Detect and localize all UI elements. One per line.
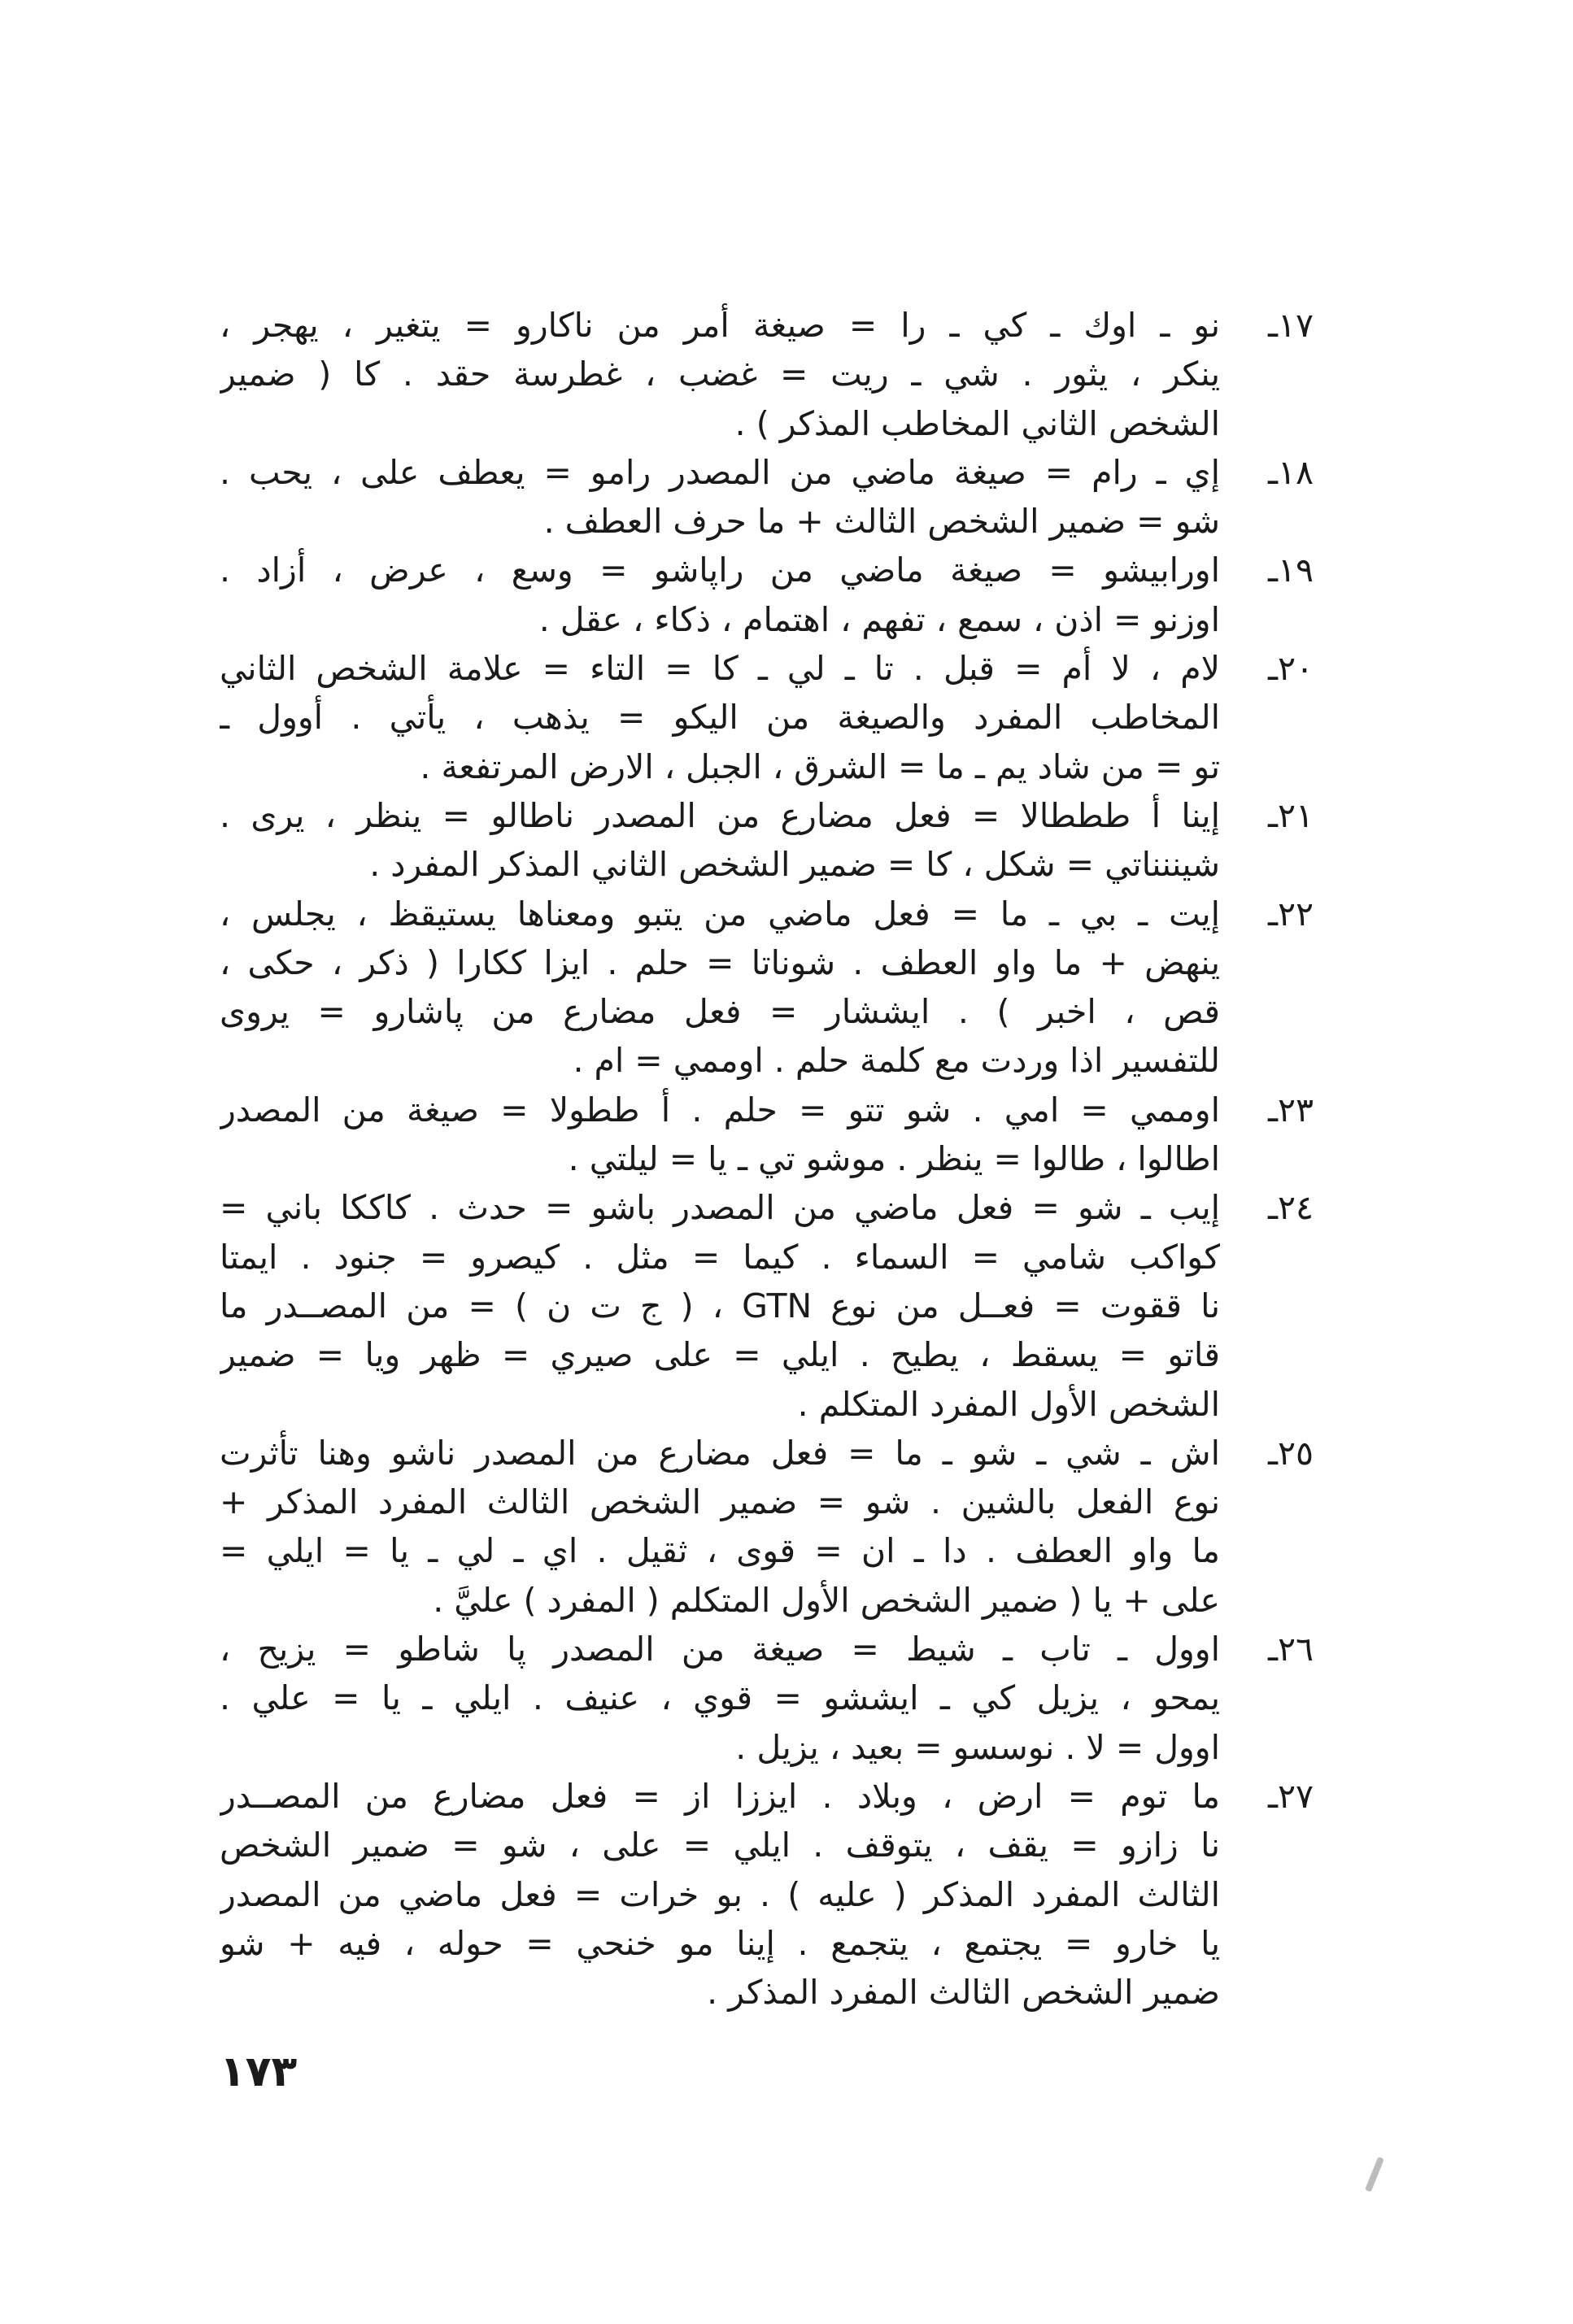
text-line: ينهض + ما واو العطف . شوناتا = حلم . ايزا ككارا ( ذكر ، حكى ،: [220, 942, 1220, 982]
text-line: ينكر ، يثور . شي ـ ريت = غضب ، غطرسة حقد . كا ( ضمير: [220, 355, 1220, 394]
glossary-entries: [220, 301, 1314, 2017]
glossary-entry: [220, 1429, 1314, 1625]
text-line: يمحو ، يزيل كي ـ ايششو = قوي ، عنيف . ايلي ـ يا = علي .: [220, 1678, 1220, 1718]
glossary-entry: [220, 546, 1314, 644]
text-line: الثالث المفرد المذكر ( عليه ) . بو خرات = فعل ماضي من المصدر: [220, 1874, 1220, 1914]
text-line: إي ـ رام = صيغة ماضي من المصدر رامو = يعطف على ، يحب .: [220, 452, 1220, 492]
entry-number: ٢٤ـ: [1267, 1188, 1314, 1228]
entry-text: [220, 1183, 1220, 1428]
text-line: نو ـ اوك ـ كي ـ را = صيغة أمر من ناكارو = يتغير ، يهجر ،: [220, 306, 1220, 345]
text-line: نا زازو = يقف ، يتوقف . ايلي = على ، شو = ضمير الشخص: [220, 1826, 1220, 1865]
text-line: اوول = لا . نوسسو = بعيد ، يزيل .: [735, 1727, 1220, 1767]
entry-number: ٢٣ـ: [1267, 1090, 1314, 1129]
text-line: تو = من شاد يم ـ ما = الشرق ، الجبل ، الارض المرتفعة .: [420, 746, 1220, 786]
entry-number: ٢٢ـ: [1267, 894, 1314, 934]
text-line: يا خارو = يجتمع ، يتجمع . إينا مو خنحي = حوله ، فيه + شو: [220, 1923, 1220, 1963]
glossary-entry: [220, 448, 1314, 546]
text-line: اوزنو = اذن ، سمع ، تفهم ، اهتمام ، ذكاء ، عقل .: [538, 599, 1220, 639]
text-line: إينا أ طططالا = فعل مضارع من المصدر ناطالو = ينظر ، يرى .: [220, 795, 1220, 835]
text-line: المخاطب المفرد والصيغة من اليكو = يذهب ، يأتي . أوول ـ: [220, 698, 1220, 738]
entry-text: [220, 791, 1220, 890]
glossary-entry: [220, 1183, 1314, 1428]
text-line: شيننناتي = شكل ، كا = ضمير الشخص الثاني المذكر المفرد .: [369, 845, 1220, 885]
text-line: ما واو العطف . دا ـ ان = قوى ، ثقيل . اي ـ لي ـ يا = ايلي =: [220, 1531, 1220, 1571]
entry-text: [220, 1429, 1220, 1625]
entry-text: [220, 890, 1220, 1086]
text-line: قص ، اخبر ) . ايششار = فعل مضارع من پاشارو = يروى: [220, 992, 1220, 1032]
entry-text: [220, 1625, 1220, 1772]
entry-number: ١٧ـ: [1267, 306, 1314, 345]
text-line: اش ـ شي ـ شو ـ ما = فعل مضارع من المصدر ناشو وهنا تأثرت: [220, 1433, 1220, 1473]
text-line: لام ، لا أم = قبل . تا ـ لي ـ كا = التاء = علامة الشخص الثاني: [220, 649, 1220, 689]
glossary-entry: [220, 890, 1314, 1086]
glossary-entry: [220, 1625, 1314, 1772]
entry-number: ١٨ـ: [1267, 452, 1314, 492]
text-line: الشخص الأول المفرد المتكلم .: [797, 1384, 1220, 1424]
text-line: اورابيشو = صيغة ماضي من راپاشو = وسع ، عرض ، أزاد .: [220, 551, 1220, 590]
entry-text: [220, 301, 1220, 448]
entry-text: [220, 1772, 1220, 2017]
text-line: قاتو = يسقط ، يطيح . ايلي = على صيري = ظهر ويا = ضمير: [220, 1335, 1220, 1375]
entry-number: ٢٦ـ: [1267, 1630, 1314, 1669]
text-line: كواكب شامي = السماء . كيما = مثل . كيصرو = جنود . ايمتا: [220, 1237, 1220, 1277]
glossary-entry: [220, 301, 1314, 448]
entry-number: ٢٥ـ: [1267, 1433, 1314, 1473]
text-line: للتفسير اذا وردت مع كلمة حلم . اوممي = ام .: [573, 1041, 1220, 1081]
page-number: ١٧٣: [220, 2048, 298, 2096]
text-line: نا ققوت = فعــل من نوع GTN ، ( ج ت ن ) = من المصــدر ما: [220, 1286, 1220, 1325]
text-line: على + يا ( ضمير الشخص الأول المتكلم ( المفرد ) عليَّ .: [433, 1580, 1220, 1620]
text-line: اوول ـ تاب ـ شيط = صيغة من المصدر پا شاطو = يزيح ،: [220, 1630, 1220, 1669]
entry-number: ٢٠ـ: [1267, 649, 1314, 689]
text-line: إيت ـ بي ـ ما = فعل ماضي من يتبو ومعناها يستيقظ ، يجلس ،: [220, 894, 1220, 934]
text-line: ضمير الشخص الثالث المفرد المذكر .: [707, 1973, 1220, 2013]
text-line: الشخص الثاني المخاطب المذكر ) .: [734, 403, 1220, 443]
entry-number: ٢١ـ: [1267, 795, 1314, 835]
text-line: نوع الفعل بالشين . شو = ضمير الشخص الثالث المفرد المذكر +: [220, 1482, 1220, 1522]
text-line: اطالوا ، طالوا = ينظر . موشو تي ـ يا = ليلتي .: [568, 1139, 1220, 1179]
entry-number: ٢٧ـ: [1267, 1776, 1314, 1816]
entry-text: [220, 546, 1220, 644]
glossary-entry: [220, 1772, 1314, 2017]
glossary-entry: [220, 644, 1314, 791]
glossary-entry: [220, 1086, 1314, 1184]
pen-mark: [1365, 2156, 1384, 2192]
entry-text: [220, 1086, 1220, 1184]
text-line: ما توم = ارض ، وبلاد . ايززا از = فعل مضارع من المصــدر: [220, 1776, 1220, 1816]
entry-text: [220, 644, 1220, 791]
entry-number: ١٩ـ: [1267, 551, 1314, 590]
text-line: اوممي = امي . شو تتو = حلم . أ ططولا = صيغة من المصدر: [220, 1090, 1220, 1129]
entry-text: [220, 448, 1220, 546]
glossary-entry: [220, 791, 1314, 890]
text-line: شو = ضمير الشخص الثالث + ما حرف العطف .: [543, 502, 1220, 542]
text-line: إيب ـ شو = فعل ماضي من المصدر باشو = حدث . كاككا باني =: [220, 1188, 1220, 1228]
